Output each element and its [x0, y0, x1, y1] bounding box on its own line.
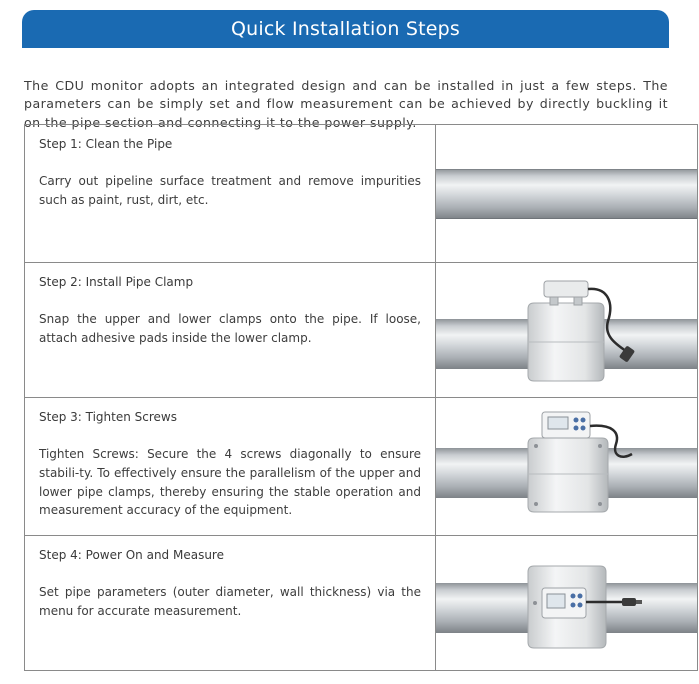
step-row — [25, 263, 698, 398]
step-row — [25, 398, 698, 536]
step-description: Set pipe parameters (outer diameter, wall thickness) via the menu for accurate measurement. — [39, 585, 421, 618]
bare-pipe-image — [436, 125, 697, 263]
pipe-clamp-monitor-image — [436, 398, 697, 536]
intro-paragraph: The CDU monitor adopts an integrated design and can be installed in just a few steps. The parameters can be simply set and flow measurement can be achieved by directly buckling it on the pipe section and connecting it to the power supply. — [24, 77, 668, 130]
pipe-with-clamp-image — [436, 263, 697, 398]
step-text-cell — [25, 398, 436, 536]
step-text-cell — [25, 125, 436, 263]
step-description: Snap the upper and lower clamps onto the pipe. If loose, attach adhesive pads inside the lower clamp. — [39, 312, 421, 345]
step-title: Step 3: Tighten Screws — [39, 410, 177, 424]
powered-monitor-illustration — [436, 536, 698, 671]
step-row — [25, 125, 698, 263]
step-description: Carry out pipeline surface treatment and remove impurities such as paint, rust, dirt, etc. — [39, 174, 421, 207]
step-description: Tighten Screws: Secure the 4 screws diagonally to ensure stabili-ty. To effectively ensure the parallelism of the upper and lower pipe clamps, thereby ensuring the stable operation and measurement accuracy of the equipment. — [39, 447, 421, 518]
step-title: Step 1: Clean the Pipe — [39, 137, 173, 151]
pipe-with-powered-monitor-image — [436, 536, 697, 671]
bare-pipe-illustration — [436, 125, 698, 263]
step-text-cell — [25, 263, 436, 398]
pipe-clamp-illustration — [436, 263, 698, 398]
step-row — [25, 536, 698, 671]
step-text-cell — [25, 536, 436, 671]
step-title: Step 4: Power On and Measure — [39, 548, 224, 562]
installation-steps-table — [24, 124, 698, 671]
pipe-clamp-monitor-illustration — [436, 398, 698, 536]
header-banner — [22, 10, 669, 48]
step-title: Step 2: Install Pipe Clamp — [39, 275, 194, 289]
page-title: Quick Installation Steps — [231, 18, 460, 40]
